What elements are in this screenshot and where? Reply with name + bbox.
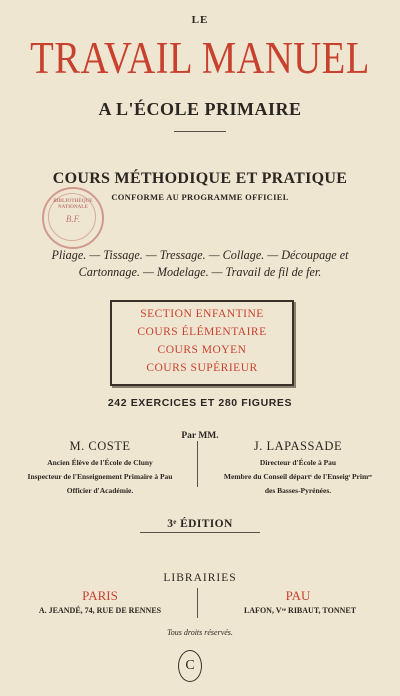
- author-lapassade: [198, 439, 398, 496]
- publisher-mark-icon: C: [178, 650, 202, 682]
- author-credential: Directeur d'École à Pau: [259, 458, 337, 467]
- author-name: M. COSTE: [69, 439, 131, 453]
- section-item: SECTION ENFANTINE: [140, 308, 264, 320]
- rights-notice: Tous droits réservés.: [167, 628, 233, 637]
- section-item: COURS MOYEN: [157, 344, 247, 356]
- book-title: TRAVAIL MANUEL: [30, 33, 370, 83]
- author-credential: des Basses-Pyrénées.: [264, 486, 332, 495]
- sections-box: [110, 300, 294, 386]
- exercises-count: 242 EXERCICES ET 280 FIGURES: [107, 397, 293, 409]
- author-credential: Officier d'Académie.: [66, 486, 134, 495]
- activities-line: Pliage. — Tissage. — Tressage. — Collage. — Découpage et: [51, 248, 349, 262]
- authors-by: Par MM.: [181, 431, 219, 441]
- publisher-pau: LAFON, Vᵛᵉ RIBAUT, TONNET: [243, 606, 357, 615]
- edition-label: 3ᵉ ÉDITION: [167, 518, 233, 530]
- title-divider: [174, 131, 226, 132]
- edition-divider: [140, 532, 260, 533]
- stamp-text: BIBLIOTHÈQUE NATIONALE: [53, 199, 93, 210]
- activities-list: [14, 247, 386, 281]
- book-subtitle: A L'ÉCOLE PRIMAIRE: [98, 99, 302, 119]
- stamp-mark: B.F.: [65, 214, 81, 224]
- section-item: COURS SUPÉRIEUR: [146, 362, 258, 374]
- publishers-heading: LIBRAIRIES: [163, 572, 237, 584]
- title-article: LE: [191, 14, 209, 26]
- publisher-city-pau: PAU: [285, 588, 311, 603]
- course-conformity: CONFORME AU PROGRAMME OFFICIEL: [111, 192, 289, 202]
- author-name: J. LAPASSADE: [253, 439, 343, 453]
- author-credential: Membre du Conseil départᵗ de l'Enseigᵗ Primʳᵉ: [223, 472, 373, 481]
- course-title: COURS MÉTHODIQUE ET PRATIQUE: [52, 170, 348, 187]
- publisher-city-paris: PARIS: [82, 588, 118, 603]
- author-credential: Inspecteur de l'Enseignement Primaire à Pau: [27, 472, 173, 481]
- author-coste: [0, 439, 200, 496]
- author-credential: Ancien Élève de l'École de Cluny: [47, 458, 153, 467]
- publisher-paris: A. JEANDÉ, 74, RUE DE RENNES: [38, 606, 162, 615]
- section-item: COURS ÉLÉMENTAIRE: [137, 326, 267, 338]
- activities-line: Cartonnage. — Modelage. — Travail de fil de fer.: [78, 265, 322, 279]
